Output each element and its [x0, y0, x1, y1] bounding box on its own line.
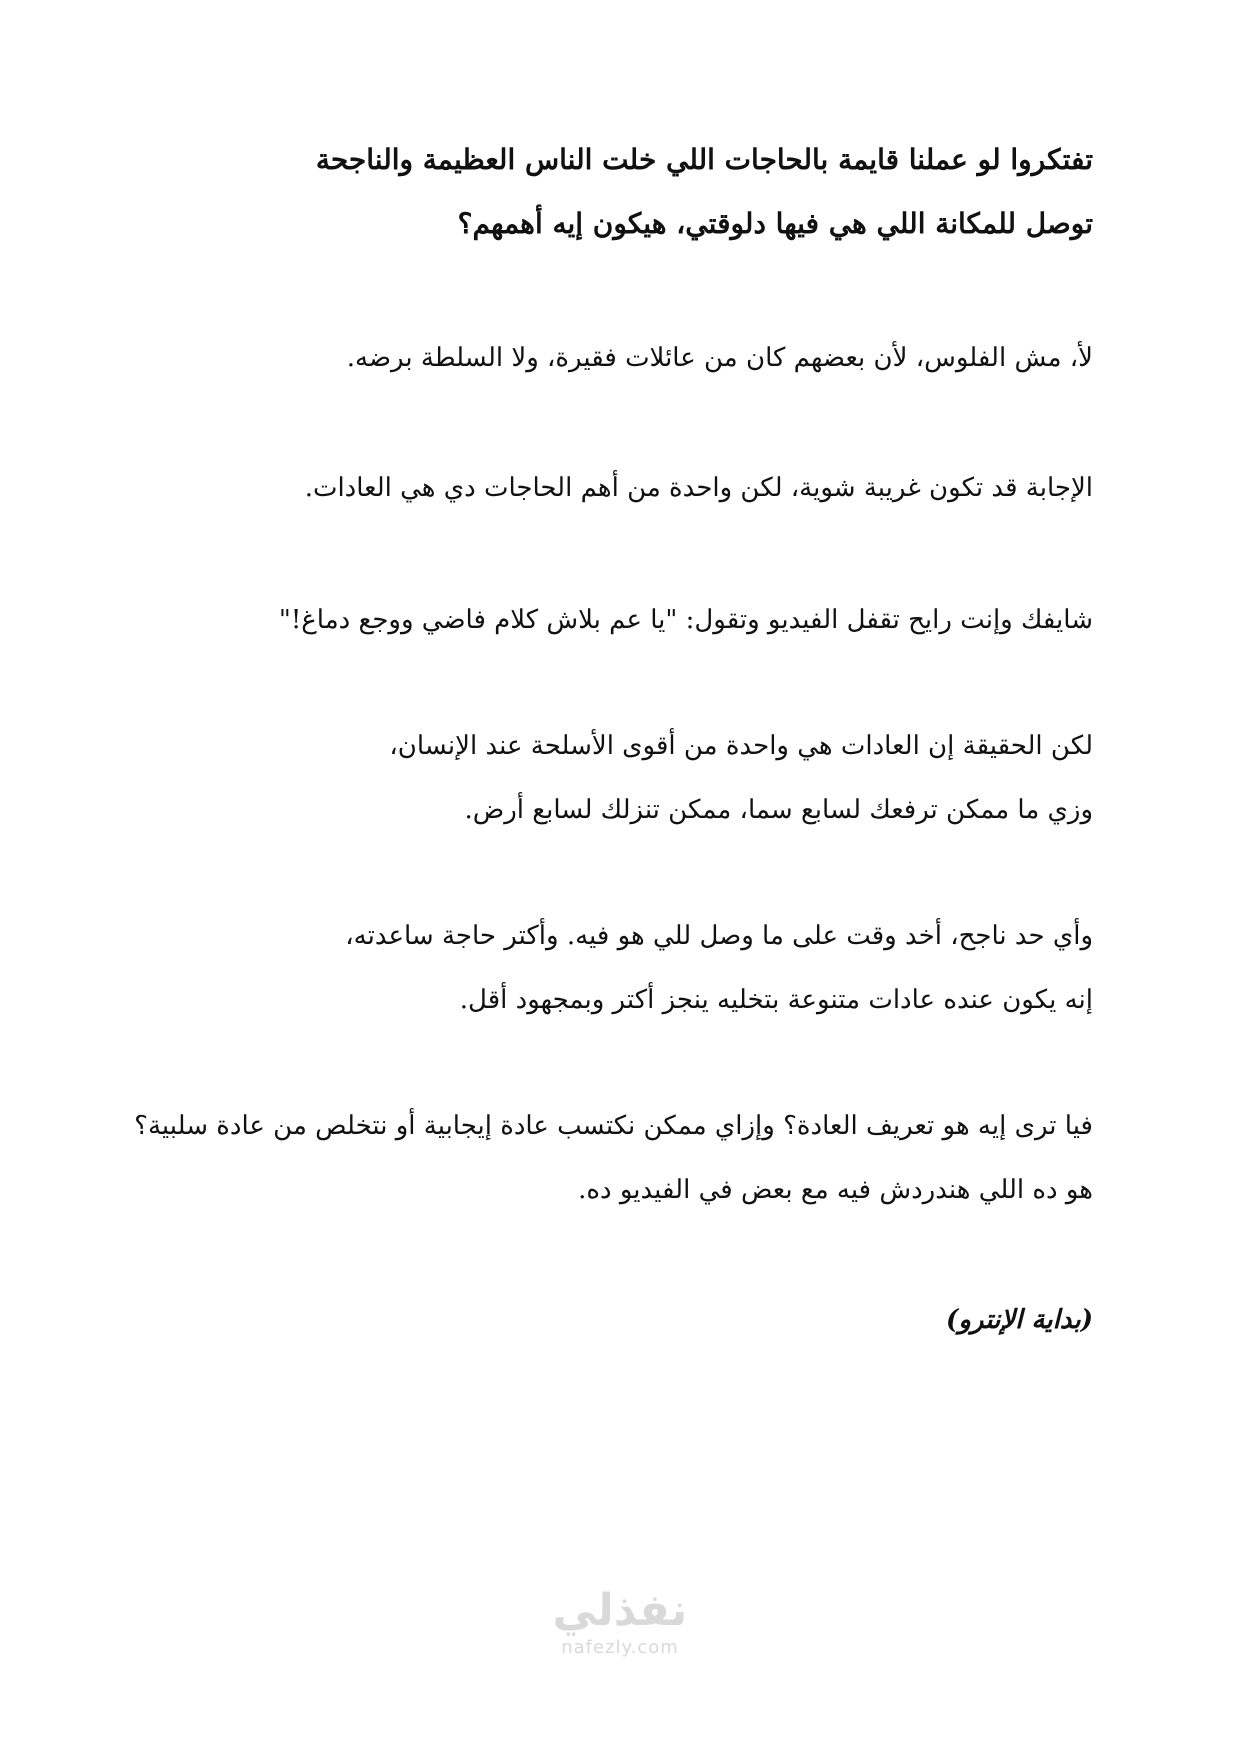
intro-note: (بداية الإنترو): [946, 1305, 1093, 1335]
watermark: [520, 1585, 720, 1659]
paragraph-3: شايفك وإنت رايح تقفل الفيديو وتقول: "يا عم بلاش كلام فاضي ووجع دماغ!": [278, 605, 1093, 635]
paragraph-4-line-1: لكن الحقيقة إن العادات هي واحدة من أقوى الأسلحة عند الإنسان،: [389, 731, 1093, 761]
watermark-logo: نفذلي: [552, 1585, 688, 1636]
watermark-url: nafezly.com: [561, 1637, 679, 1658]
paragraph-6-line-1: فيا ترى إيه هو تعريف العادة؟ وإزاي ممكن نكتسب عادة إيجابية أو نتخلص من عادة سلبية؟: [134, 1111, 1093, 1141]
paragraph-1: لأ، مش الفلوس، لأن بعضهم كان من عائلات فقيرة، ولا السلطة برضه.: [346, 343, 1093, 373]
paragraph-6-line-2: هو ده اللي هندردش فيه مع بعض في الفيديو ده.: [578, 1175, 1093, 1205]
heading-line-2: توصل للمكانة اللي هي فيها دلوقتي، هيكون إيه أهمهم؟: [457, 207, 1093, 240]
paragraph-2: الإجابة قد تكون غريبة شوية، لكن واحدة من أهم الحاجات دي هي العادات.: [304, 473, 1093, 503]
paragraph-5-line-1: وأي حد ناجح، أخد وقت على ما وصل للي هو فيه. وأكتر حاجة ساعدته،: [345, 921, 1093, 951]
paragraph-4-line-2: وزي ما ممكن ترفعك لسابع سما، ممكن تنزلك لسابع أرض.: [464, 795, 1093, 825]
paragraph-5-line-2: إنه يكون عنده عادات متنوعة بتخليه ينجز أكتر وبمجهود أقل.: [459, 985, 1093, 1015]
heading-line-1: تفتكروا لو عملنا قايمة بالحاجات اللي خلت الناس العظيمة والناجحة: [315, 143, 1093, 176]
